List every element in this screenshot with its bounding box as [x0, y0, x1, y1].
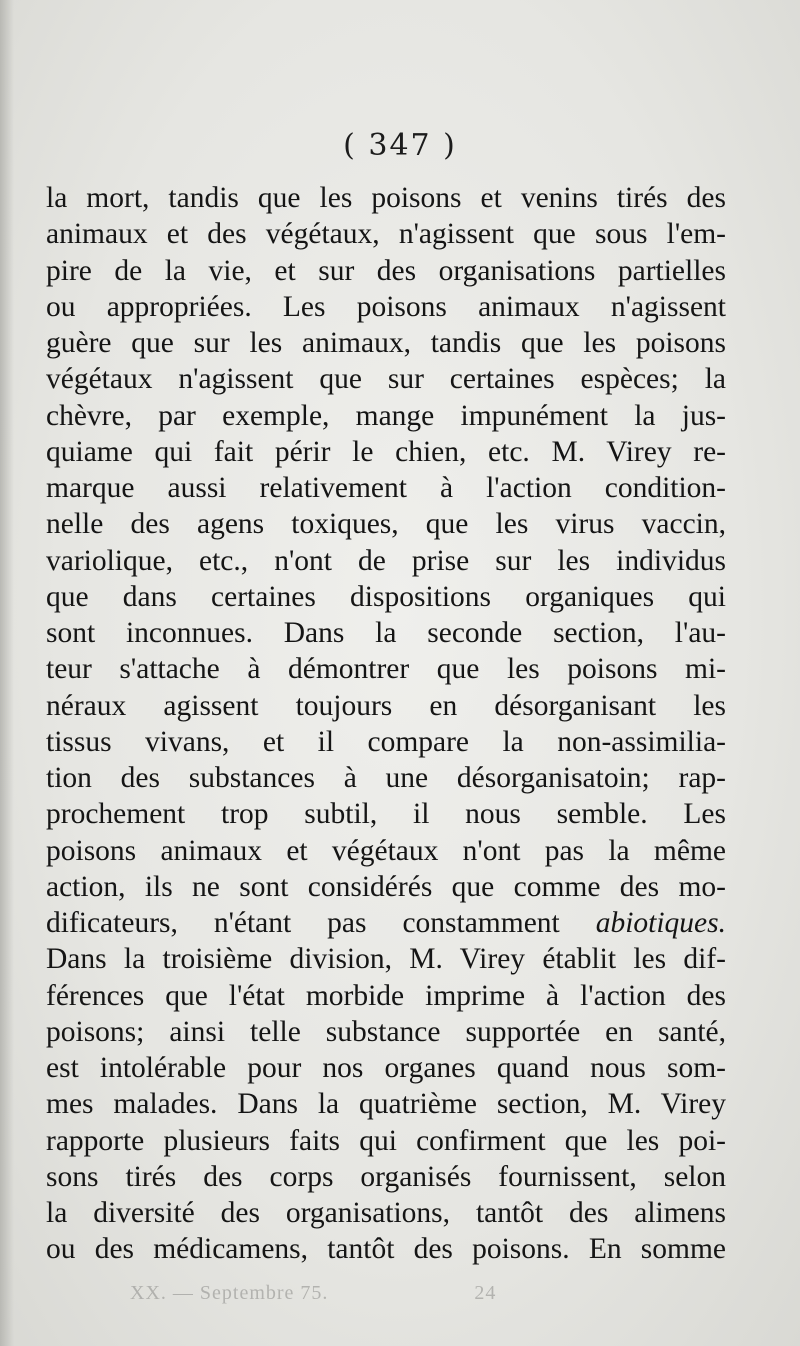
text-segment: dificateurs, n'étant pas constamment — [46, 907, 560, 939]
text-line: que dans certaines dispositions organiques qui — [46, 580, 726, 613]
text-line: pire de la vie, et sur des organisations partielles — [46, 254, 726, 287]
body-text — [46, 180, 726, 1268]
text-line: végétaux n'agissent que sur certaines espèces; la — [46, 363, 726, 396]
text-line: rapporte plusieurs faits qui confirment que les poi- — [46, 1124, 726, 1157]
text-line: la diversité des organisations, tantôt des alimens — [46, 1197, 726, 1229]
bleed-through-text — [130, 1282, 650, 1305]
text-line: action, ils ne sont considérés que comme des mo- — [46, 870, 726, 903]
text-line: est intolérable pour nos organes quand nous som- — [46, 1052, 726, 1084]
text-line: poisons animaux et végétaux n'ont pas la même — [46, 834, 726, 867]
text-line: animaux et des végétaux, n'agissent que sous l'em- — [46, 218, 726, 251]
text-line: tissus vivans, et il compare la non-assimilia- — [46, 725, 726, 758]
text-line: Dans la troisième division, M. Virey établit les dif- — [46, 943, 726, 976]
text-line: la mort, tandis que les poisons et venins tirés des — [46, 182, 726, 214]
text-line: guère que sur les animaux, tandis que les poisons — [46, 327, 726, 359]
text-line-with-italic — [46, 905, 726, 941]
text-line: ou appropriées. Les poisons animaux n'agissent — [46, 290, 726, 323]
page-number: ( 347 ) — [343, 128, 457, 163]
text-line: chèvre, par exemple, mange impunément la jus- — [46, 399, 726, 432]
text-line: prochement trop subtil, il nous semble. Les — [46, 798, 726, 831]
text-line: ou des médicamens, tantôt des poisons. En somme — [46, 1233, 726, 1266]
text-line: néraux agissent toujours en désorganisant les — [46, 689, 726, 722]
text-line: sont inconnues. Dans la seconde section, l'au- — [46, 617, 726, 649]
text-line: nelle des agens toxiques, que les virus vaccin, — [46, 508, 726, 541]
text-line: teur s'attache à démontrer que les poisons mi- — [46, 653, 726, 686]
text-line: poisons; ainsi telle substance supportée en santé, — [46, 1015, 726, 1048]
bleed-through-number: 24 — [474, 1282, 497, 1304]
bleed-through-signature: XX. — Septembre 75. — [130, 1282, 329, 1304]
gutter-shadow — [0, 0, 14, 1346]
text-line: marque aussi relativement à l'action condition- — [46, 472, 726, 504]
text-line: variolique, etc., n'ont de prise sur les individus — [46, 544, 726, 577]
text-line: mes malades. Dans la quatrième section, M. Virey — [46, 1088, 726, 1121]
italic-term: abiotiques. — [595, 907, 726, 939]
text-line: sons tirés des corps organisés fournissent, selon — [46, 1160, 726, 1193]
text-line: férences que l'état morbide imprime à l'action des — [46, 979, 726, 1012]
text-line: quiame qui fait périr le chien, etc. M. Virey re- — [46, 435, 726, 468]
text-line: tion des substances à une désorganisatoin; rap- — [46, 762, 726, 794]
